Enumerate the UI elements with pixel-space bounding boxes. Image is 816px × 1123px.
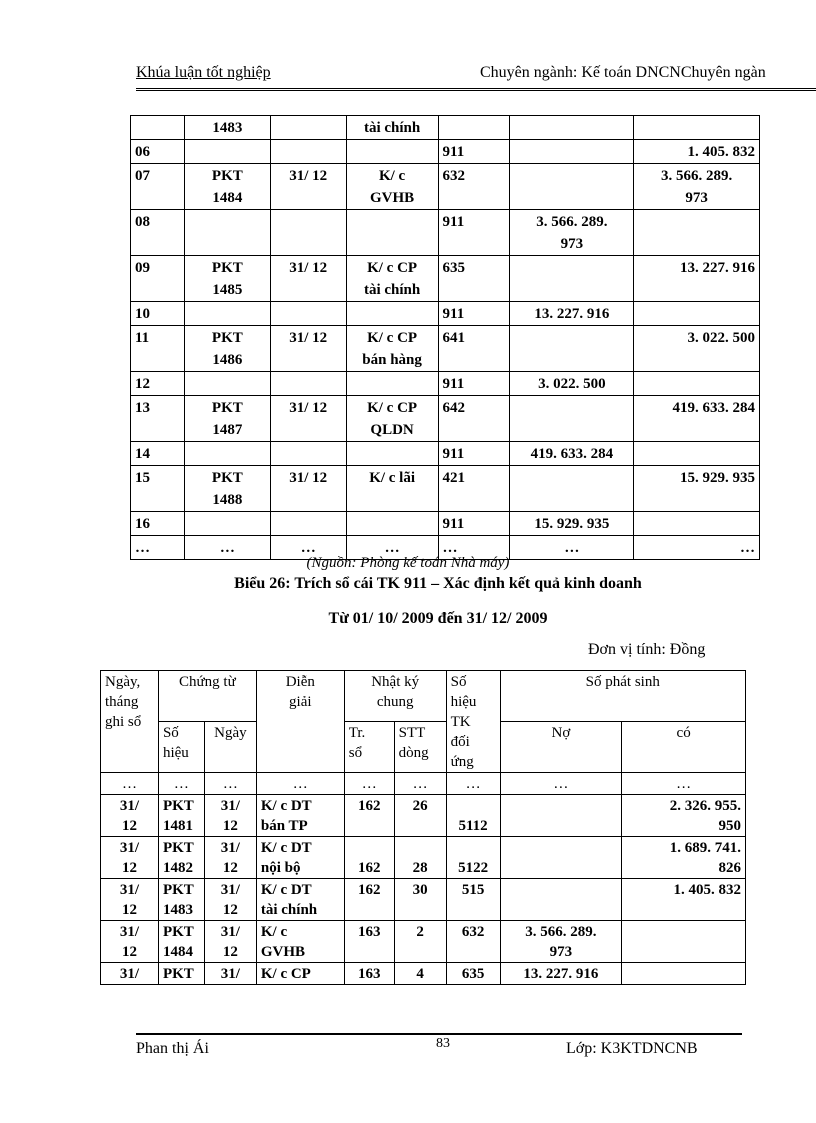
- cell-account: [438, 116, 510, 140]
- col-account-header: Số hiệu TK đối ứng: [446, 671, 500, 773]
- cell-account: 635: [438, 256, 510, 302]
- cell-line-no: 09: [131, 256, 185, 302]
- cell-credit: [634, 210, 760, 256]
- col-journal-header: Nhật ký chung: [344, 671, 446, 722]
- col-desc-header: Diễn giải: [256, 671, 344, 773]
- cell-debit: [510, 326, 634, 372]
- cell-description: …: [256, 773, 344, 795]
- cell-voucher-no: …: [184, 536, 270, 560]
- cell-description: …: [346, 536, 438, 560]
- header-row-1: [101, 671, 746, 722]
- cell-voucher-no: PKT 1483: [158, 879, 204, 921]
- cell-journal-line: 4: [394, 963, 446, 985]
- cell-debit: [500, 837, 622, 879]
- currency-unit: Đơn vị tính: Đồng: [588, 641, 706, 658]
- cell-line-no: [131, 116, 185, 140]
- journal-table-continued: [130, 115, 760, 560]
- col-debit-header: Nợ: [500, 722, 622, 773]
- table-row: [101, 879, 746, 921]
- col-voucher-date-header: Ngày: [204, 722, 256, 773]
- cell-voucher-date: 31/ 12: [204, 921, 256, 963]
- cell-description: K/ c GVHB: [256, 921, 344, 963]
- cell-account: 635: [446, 963, 500, 985]
- cell-credit: 15. 929. 935: [634, 466, 760, 512]
- cell-voucher-date: …: [204, 773, 256, 795]
- cell-debit: [510, 256, 634, 302]
- cell-journal-line: 26: [394, 795, 446, 837]
- cell-description: [346, 512, 438, 536]
- col-amount-header: Số phát sinh: [500, 671, 745, 722]
- cell-voucher-date: 31/ 12: [270, 256, 346, 302]
- cell-credit: [634, 442, 760, 466]
- cell-journal-page: 162: [344, 879, 394, 921]
- cell-account: 515: [446, 879, 500, 921]
- table-row: [101, 921, 746, 963]
- cell-voucher-no: PKT 1485: [184, 256, 270, 302]
- cell-account: 641: [438, 326, 510, 372]
- cell-voucher-date: 31/ 12: [204, 795, 256, 837]
- cell-debit: [510, 466, 634, 512]
- cell-credit: 3. 022. 500: [634, 326, 760, 372]
- cell-credit: [634, 302, 760, 326]
- cell-debit: 3. 022. 500: [510, 372, 634, 396]
- cell-account: 642: [438, 396, 510, 442]
- cell-voucher-no: [184, 140, 270, 164]
- cell-voucher-no: PKT 1484: [184, 164, 270, 210]
- cell-account: 911: [438, 372, 510, 396]
- table-period: Từ 01/ 10/ 2009 đến 31/ 12/ 2009: [328, 610, 548, 627]
- cell-account: 632: [446, 921, 500, 963]
- cell-voucher-no: PKT 1481: [158, 795, 204, 837]
- cell-account: 911: [438, 442, 510, 466]
- cell-account: 911: [438, 302, 510, 326]
- cell-date: 31/ 12: [101, 879, 159, 921]
- cell-line-no: 13: [131, 396, 185, 442]
- footer-divider: [136, 1033, 742, 1035]
- cell-voucher-no: …: [158, 773, 204, 795]
- cell-description: K/ c DT nội bộ: [256, 837, 344, 879]
- table-row: [131, 164, 760, 210]
- table-row: [131, 466, 760, 512]
- cell-account: 421: [438, 466, 510, 512]
- cell-date: 31/ 12: [101, 795, 159, 837]
- cell-credit: 419. 633. 284: [634, 396, 760, 442]
- cell-debit: [510, 164, 634, 210]
- table-row: [131, 302, 760, 326]
- col-journal-page-header: Tr. sổ: [344, 722, 394, 773]
- cell-line-no: 16: [131, 512, 185, 536]
- cell-debit: [510, 116, 634, 140]
- cell-credit: …: [634, 536, 760, 560]
- cell-voucher-no: [184, 210, 270, 256]
- cell-description: K/ c CP tài chính: [346, 256, 438, 302]
- table-row: [131, 256, 760, 302]
- cell-account: …: [438, 536, 510, 560]
- cell-journal-page: 162: [344, 795, 394, 837]
- cell-description: [346, 442, 438, 466]
- cell-voucher-date: [270, 302, 346, 326]
- table-row: [131, 442, 760, 466]
- cell-journal-line: …: [394, 773, 446, 795]
- cell-credit: [634, 372, 760, 396]
- cell-voucher-no: PKT 1484: [158, 921, 204, 963]
- cell-voucher-no: 1483: [184, 116, 270, 140]
- cell-voucher-no: PKT: [158, 963, 204, 985]
- cell-voucher-date: 31/ 12: [204, 837, 256, 879]
- cell-date: 31/ 12: [101, 837, 159, 879]
- cell-debit: [500, 879, 622, 921]
- cell-voucher-date: 31/: [204, 963, 256, 985]
- cell-account: 5122: [446, 837, 500, 879]
- cell-journal-line: 30: [394, 879, 446, 921]
- table-row: [131, 116, 760, 140]
- table-row: [131, 210, 760, 256]
- cell-description: K/ c CP QLDN: [346, 396, 438, 442]
- cell-voucher-date: 31/ 12: [204, 879, 256, 921]
- cell-credit: [622, 921, 746, 963]
- cell-voucher-date: [270, 140, 346, 164]
- cell-credit: 13. 227. 916: [634, 256, 760, 302]
- cell-credit: 2. 326. 955. 950: [622, 795, 746, 837]
- cell-voucher-date: [270, 116, 346, 140]
- cell-voucher-no: PKT 1487: [184, 396, 270, 442]
- cell-journal-line: 2: [394, 921, 446, 963]
- cell-debit: 419. 633. 284: [510, 442, 634, 466]
- cell-debit: 15. 929. 935: [510, 512, 634, 536]
- cell-voucher-date: …: [270, 536, 346, 560]
- class-label: Lớp: K3KTDNCNB: [566, 1040, 698, 1057]
- cell-line-no: 12: [131, 372, 185, 396]
- col-voucher-header: Chứng từ: [158, 671, 256, 722]
- cell-description: [346, 372, 438, 396]
- thesis-label: Khúa luận tốt nghiệp: [136, 64, 271, 81]
- cell-description: K/ c DT bán TP: [256, 795, 344, 837]
- cell-journal-line: 28: [394, 837, 446, 879]
- table-row: [101, 963, 746, 985]
- cell-account: 911: [438, 210, 510, 256]
- cell-voucher-date: [270, 372, 346, 396]
- cell-line-no: …: [131, 536, 185, 560]
- cell-account: 632: [438, 164, 510, 210]
- cell-account: …: [446, 773, 500, 795]
- cell-journal-page: 162: [344, 837, 394, 879]
- cell-description: tài chính: [346, 116, 438, 140]
- cell-account: 911: [438, 140, 510, 164]
- cell-credit: 1. 689. 741. 826: [622, 837, 746, 879]
- page-header: [136, 62, 816, 91]
- table-row: [131, 326, 760, 372]
- cell-voucher-date: [270, 210, 346, 256]
- cell-debit: …: [510, 536, 634, 560]
- cell-voucher-no: [184, 372, 270, 396]
- cell-debit: 13. 227. 916: [510, 302, 634, 326]
- cell-debit: …: [500, 773, 622, 795]
- col-credit-header: có: [622, 722, 746, 773]
- cell-description: K/ c DT tài chính: [256, 879, 344, 921]
- cell-date: 31/: [101, 963, 159, 985]
- table-row: [131, 140, 760, 164]
- col-journal-line-header: STT dòng: [394, 722, 446, 773]
- cell-voucher-no: PKT 1486: [184, 326, 270, 372]
- cell-credit: 1. 405. 832: [634, 140, 760, 164]
- cell-credit: [634, 116, 760, 140]
- cell-credit: [622, 963, 746, 985]
- source-note: (Nguồn: Phòng kế toán Nhà máy): [306, 555, 510, 571]
- cell-voucher-date: 31/ 12: [270, 326, 346, 372]
- cell-voucher-no: [184, 302, 270, 326]
- cell-debit: [500, 795, 622, 837]
- cell-line-no: 10: [131, 302, 185, 326]
- cell-voucher-no: PKT 1482: [158, 837, 204, 879]
- table-row: [101, 837, 746, 879]
- cell-debit: [510, 396, 634, 442]
- cell-date: …: [101, 773, 159, 795]
- ledger-table: [100, 670, 746, 985]
- cell-voucher-no: PKT 1488: [184, 466, 270, 512]
- cell-credit: 1. 405. 832: [622, 879, 746, 921]
- cell-date: 31/ 12: [101, 921, 159, 963]
- header-row-2: [101, 722, 746, 773]
- cell-description: [346, 302, 438, 326]
- cell-line-no: 06: [131, 140, 185, 164]
- author-name: Phan thị Ái: [136, 1040, 209, 1057]
- cell-journal-page: 163: [344, 921, 394, 963]
- cell-debit: [510, 140, 634, 164]
- cell-description: [346, 210, 438, 256]
- cell-voucher-date: [270, 512, 346, 536]
- cell-description: K/ c CP: [256, 963, 344, 985]
- cell-line-no: 07: [131, 164, 185, 210]
- major-label: Chuyên ngành: Kế toán DNCNChuyên ngàn: [480, 64, 766, 81]
- cell-voucher-date: [270, 442, 346, 466]
- cell-description: K/ c CP bán hàng: [346, 326, 438, 372]
- cell-debit: 3. 566. 289. 973: [510, 210, 634, 256]
- cell-line-no: 11: [131, 326, 185, 372]
- cell-credit: [634, 512, 760, 536]
- cell-journal-page: …: [344, 773, 394, 795]
- table-row: [101, 795, 746, 837]
- cell-description: K/ c lãi: [346, 466, 438, 512]
- cell-line-no: 15: [131, 466, 185, 512]
- cell-debit: 3. 566. 289. 973: [500, 921, 622, 963]
- cell-description: [346, 140, 438, 164]
- cell-voucher-date: 31/ 12: [270, 164, 346, 210]
- cell-credit: 3. 566. 289. 973: [634, 164, 760, 210]
- table-row: [131, 372, 760, 396]
- cell-voucher-date: 31/ 12: [270, 396, 346, 442]
- table-row: [131, 396, 760, 442]
- table-row: [131, 512, 760, 536]
- col-date-header: Ngày, tháng ghi sổ: [101, 671, 159, 773]
- cell-voucher-no: [184, 442, 270, 466]
- cell-debit: 13. 227. 916: [500, 963, 622, 985]
- cell-account: 5112: [446, 795, 500, 837]
- table-title: Biểu 26: Trích sổ cái TK 911 – Xác định kết quả kinh doanh: [234, 575, 642, 592]
- cell-line-no: 14: [131, 442, 185, 466]
- cell-voucher-date: 31/ 12: [270, 466, 346, 512]
- cell-voucher-no: [184, 512, 270, 536]
- cell-account: 911: [438, 512, 510, 536]
- cell-journal-page: 163: [344, 963, 394, 985]
- cell-description: K/ c GVHB: [346, 164, 438, 210]
- table-row: [101, 773, 746, 795]
- page-number: 83: [436, 1036, 450, 1051]
- cell-credit: …: [622, 773, 746, 795]
- col-voucher-no-header: Số hiệu: [158, 722, 204, 773]
- cell-line-no: 08: [131, 210, 185, 256]
